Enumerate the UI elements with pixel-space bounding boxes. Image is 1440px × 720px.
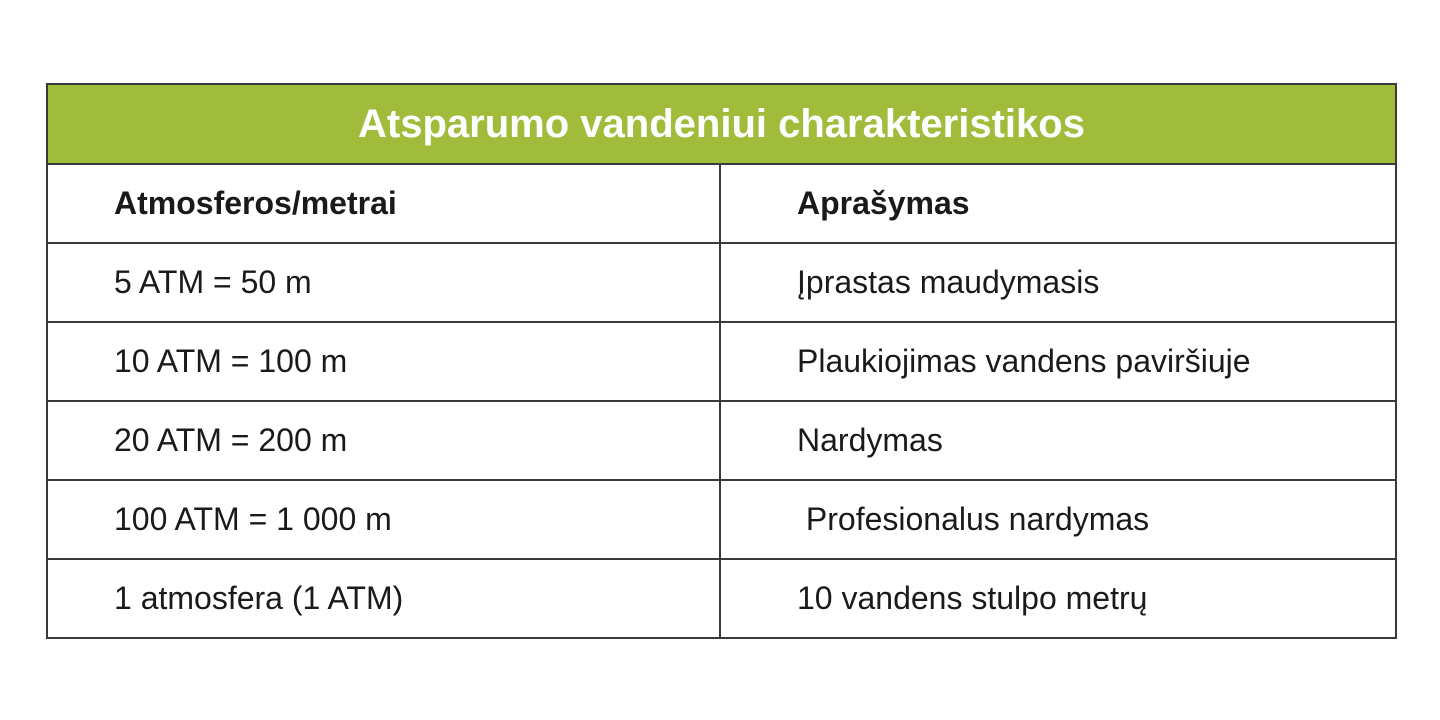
table-row — [47, 559, 1396, 638]
table-row — [47, 243, 1396, 322]
table-cell-atmospheres: 5 ATM = 50 m — [47, 243, 720, 322]
table-title-row — [47, 84, 1396, 164]
water-resistance-table — [46, 83, 1397, 639]
table-cell-atmospheres: 100 ATM = 1 000 m — [47, 480, 720, 559]
table-cell-atmospheres: 1 atmosfera (1 ATM) — [47, 559, 720, 638]
table-cell-description: Įprastas maudymasis — [720, 243, 1396, 322]
table-cell-atmospheres: 10 ATM = 100 m — [47, 322, 720, 401]
table-cell-description: Nardymas — [720, 401, 1396, 480]
table-row — [47, 480, 1396, 559]
table-cell-description: Plaukiojimas vandens paviršiuje — [720, 322, 1396, 401]
table-cell-description: 10 vandens stulpo metrų — [720, 559, 1396, 638]
column-header-atmospheres: Atmosferos/metrai — [47, 164, 720, 243]
table-row — [47, 322, 1396, 401]
water-resistance-table-container — [46, 83, 1395, 639]
table-title: Atsparumo vandeniui charakteristikos — [47, 84, 1396, 164]
table-cell-description: Profesionalus nardymas — [720, 480, 1396, 559]
table-cell-atmospheres: 20 ATM = 200 m — [47, 401, 720, 480]
column-header-description: Aprašymas — [720, 164, 1396, 243]
table-header-row — [47, 164, 1396, 243]
table-row — [47, 401, 1396, 480]
